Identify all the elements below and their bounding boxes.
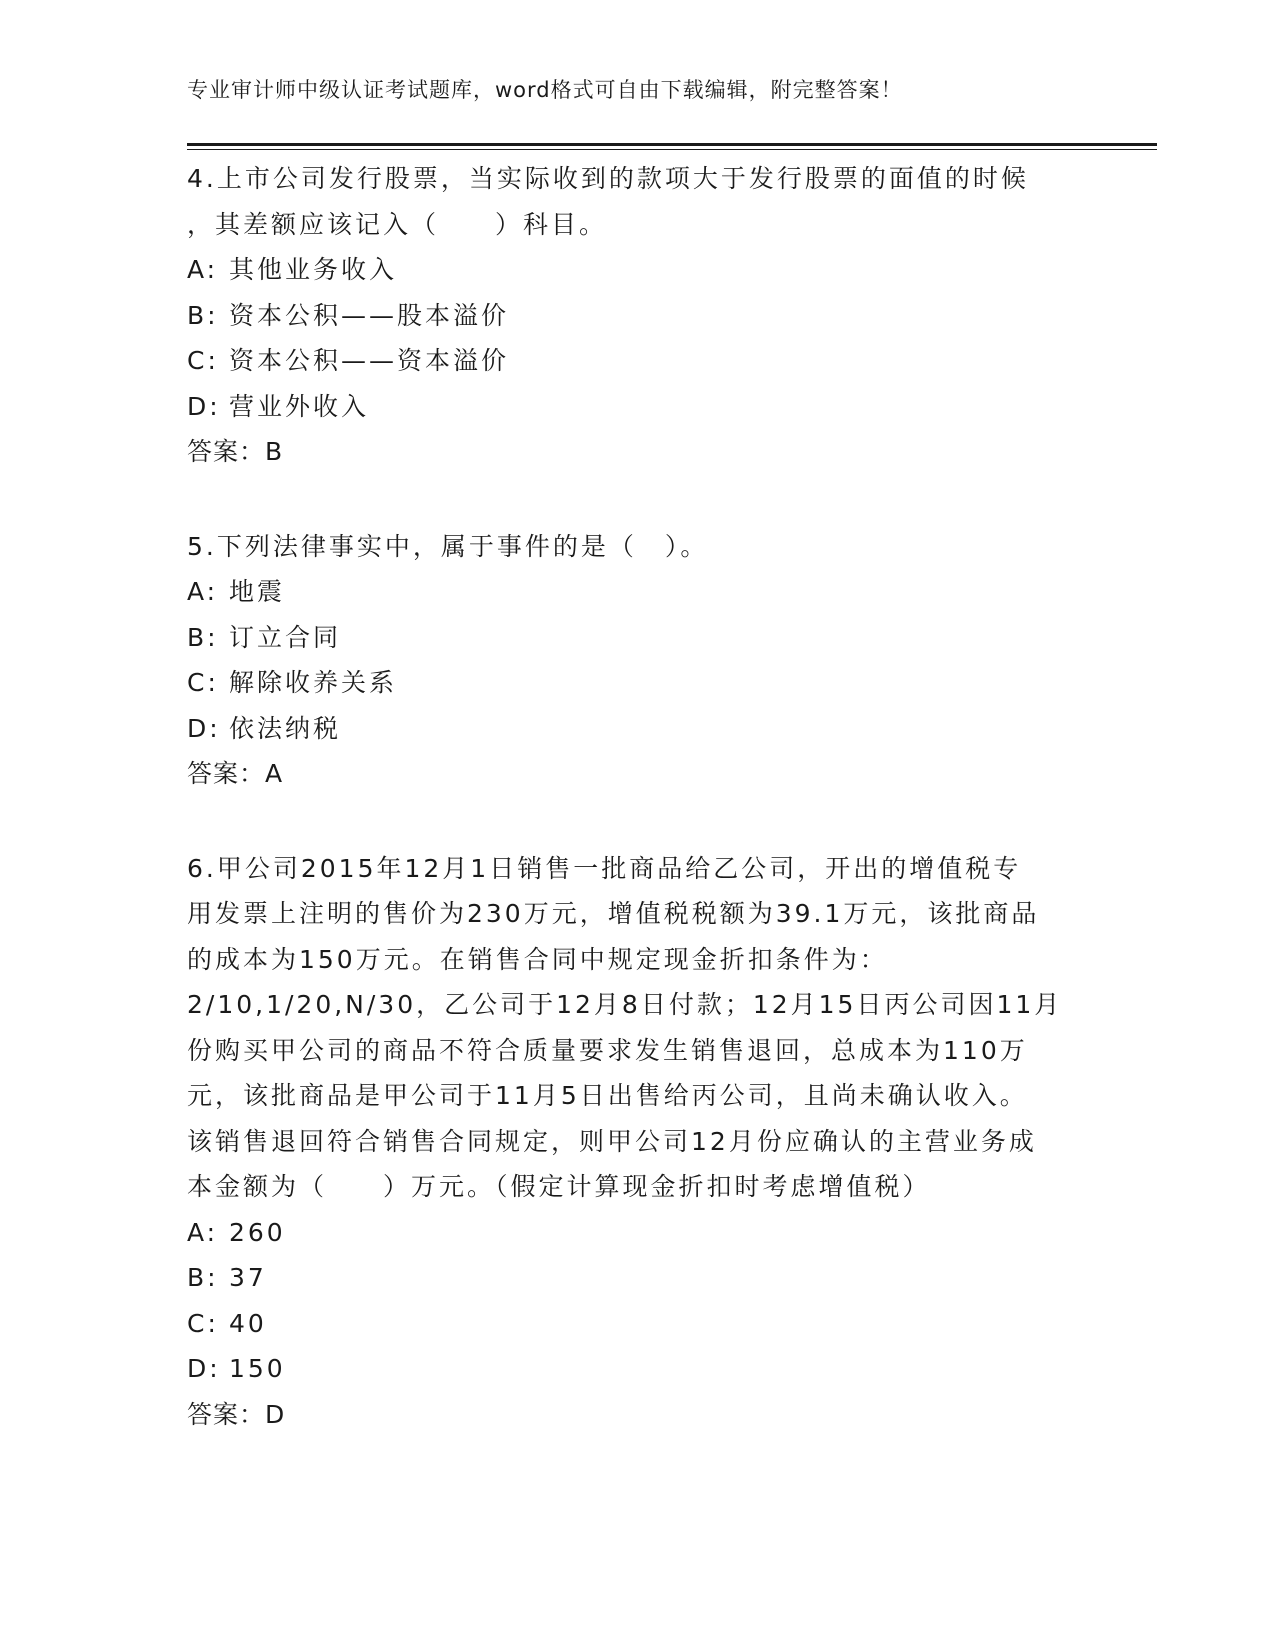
option-letter: B: (187, 300, 219, 330)
header-rule-thick (187, 143, 1157, 146)
question-text-line: 份购买甲公司的商品不符合质量要求发生销售退回，总成本为110万 (187, 1035, 1028, 1065)
answer: 答案：B (187, 437, 284, 466)
option-text: 其他业务收入 (229, 255, 398, 284)
option-b (187, 1255, 1087, 1301)
question-text-line: 的成本为150万元。在销售合同中规定现金折扣条件为： (187, 944, 888, 974)
option-d (187, 384, 1087, 430)
question-text-line: 2/10,1/20,N/30，乙公司于12月8日付款；12月15日丙公司因11月 (187, 990, 1063, 1019)
question-6 (187, 846, 1087, 1438)
option-a (187, 1210, 1087, 1256)
question-text-line: 该销售退回符合销售合同规定，则甲公司12月份应确认的主营业务成 (187, 1126, 1037, 1156)
question-4 (187, 156, 1087, 475)
option-letter: A: (187, 577, 219, 606)
header-rule-thin (187, 149, 1157, 150)
option-letter: C: (187, 1308, 219, 1338)
page-header: 专业审计师中级认证考试题库，word格式可自由下载编辑，附完整答案！ (187, 78, 903, 102)
question-text-line: 元，该批商品是甲公司于11月5日出售给丙公司，且尚未确认收入。 (187, 1081, 1028, 1110)
option-letter: B: (187, 622, 219, 652)
question-text-line: ，其差额应该记入（ ）科目。 (187, 209, 608, 239)
option-a (187, 247, 1087, 293)
option-letter: D: (187, 1354, 221, 1383)
option-c (187, 338, 1087, 384)
option-text: 订立合同 (229, 622, 342, 652)
option-d (187, 706, 1087, 752)
option-letter: D: (187, 391, 221, 421)
option-text: 260 (229, 1217, 286, 1247)
question-text-line: 6.甲公司2015年12月1日销售一批商品给乙公司，开出的增值税专 (187, 853, 1022, 883)
option-text: 40 (229, 1308, 267, 1338)
option-text: 37 (229, 1263, 267, 1292)
question-5 (187, 524, 1087, 797)
option-letter: A: (187, 255, 219, 284)
option-letter: A: (187, 1217, 219, 1247)
option-c (187, 1301, 1087, 1347)
option-d (187, 1346, 1087, 1392)
option-a (187, 569, 1087, 615)
option-text: 资本公积——资本溢价 (229, 346, 510, 375)
option-letter: D: (187, 713, 221, 743)
option-b (187, 293, 1087, 339)
option-text: 资本公积——股本溢价 (229, 300, 510, 330)
option-text: 地震 (229, 577, 286, 606)
option-letter: C: (187, 668, 219, 697)
option-c (187, 660, 1087, 706)
answer: 答案：A (187, 759, 284, 788)
option-text: 150 (229, 1354, 286, 1383)
option-letter: C: (187, 346, 219, 375)
question-text-line: 用发票上注明的售价为230万元，增值税税额为39.1万元，该批商品 (187, 899, 1040, 928)
question-list (187, 156, 1087, 1486)
option-letter: B: (187, 1263, 219, 1292)
option-text: 依法纳税 (229, 713, 342, 743)
answer: 答案：D (187, 1399, 286, 1429)
option-text: 营业外收入 (229, 391, 370, 421)
option-b (187, 615, 1087, 661)
option-text: 解除收养关系 (229, 668, 398, 697)
question-text-line: 4.上市公司发行股票，当实际收到的款项大于发行股票的面值的时候 (187, 164, 1029, 193)
question-text-line: 本金额为（ ）万元。（假定计算现金折扣时考虑增值税） (187, 1172, 931, 1201)
question-text-line: 5.下列法律事实中，属于事件的是（ ）。 (187, 531, 709, 561)
